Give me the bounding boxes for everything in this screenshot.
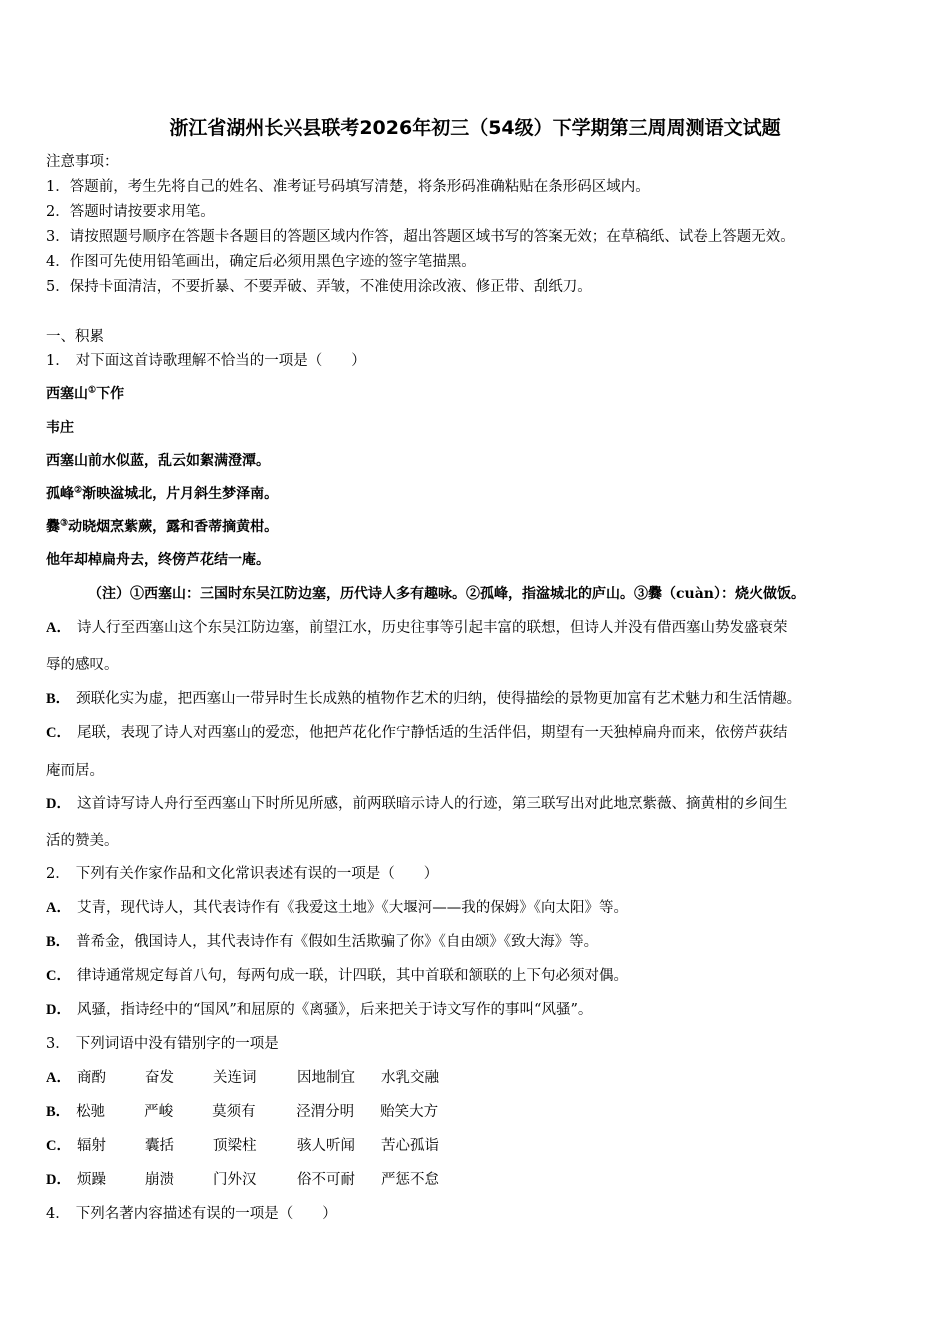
poem-text: 渐映湓城北，片月斜生梦泽南。 [82,486,279,502]
section-heading: 一、积累 [46,329,104,345]
notice-item: 4．作图可先使用铅笔画出，确定后必须用黑色字迹的签字笔描黑。 [46,254,476,270]
option-label: B． [46,1104,71,1120]
poem-text: 爨 [46,519,60,535]
option-d [46,1170,465,1190]
option-d [46,794,787,814]
option-c [46,966,628,986]
word-item: 囊括 [144,1138,174,1154]
question-text: 下列名著内容描述有误的一项是（ ） [75,1206,337,1222]
word-item: 辐射 [76,1138,106,1154]
poem-note: （注）①西塞山：三国时东吴江防边塞，历代诗人多有趣咏。②孤峰，指湓城北的庐山。③爨（cuàn）：烧火做饭。 [88,586,805,602]
option-text: 风骚，指诗经中的“国风”和屈原的《离骚》，后来把关于诗文写作的事叫“风骚”。 [76,1002,593,1018]
word-item: 顶梁柱 [212,1138,257,1154]
word-item: 烦躁 [76,1172,106,1188]
word-item: 门外汉 [212,1172,257,1188]
question-number: 2． [46,866,70,882]
word-item: 莫须有 [212,1104,256,1120]
poem-text: 孤峰 [46,486,74,502]
option-d [46,1000,592,1020]
word-item: 奋发 [144,1070,174,1086]
word-item: 贻笑大方 [380,1104,439,1120]
option-text: 这首诗写诗人舟行至西塞山下时所见所感，前两联暗示诗人的行迹，第三联写出对此地烹紫薇、摘黄柑的乡间生 [76,796,788,812]
notice-item: 5．保持卡面清洁，不要折暴、不要弄破、弄皱，不准使用涂改液、修正带、刮纸刀。 [46,279,592,295]
option-label: A． [46,1070,71,1086]
option-b [46,689,801,709]
footnote-mark: ② [74,485,83,496]
word-item: 商酌 [76,1070,106,1086]
footnote-mark: ③ [60,518,69,529]
notice-item: 1．答题前，考生先将自己的姓名、准考证号码填写清楚，将条形码准确粘贴在条形码区域内。 [46,179,650,195]
option-text: 律诗通常规定每首八句，每两句成一联，计四联，其中首联和颔联的上下句必须对偶。 [76,968,628,984]
word-item: 严惩不怠 [380,1172,439,1188]
option-label: A． [46,900,71,916]
word-item: 骇人听闻 [296,1138,355,1154]
page-title: 浙江省湖州长兴县联考2026年初三（54级）下学期第三周周测语文试题 [169,117,781,139]
poem-line [46,484,278,504]
question-text: 下列词语中没有错别字的一项是 [75,1036,279,1052]
option-label: D． [46,796,71,812]
poem-title [46,384,124,404]
notice-item: 3．请按照题号顺序在答题卡各题目的答题区域内作答，超出答题区域书写的答案无效；在草稿纸、试卷上答题无效。 [46,229,795,245]
question-text: 下列有关作家作品和文化常识表述有误的一项是（ ） [75,866,439,882]
poem-line [46,517,278,537]
option-label: C． [46,1138,71,1154]
word-item: 水乳交融 [380,1070,439,1086]
option-text: 尾联，表现了诗人对西塞山的爱恋，他把芦花化作宁静恬适的生活伴侣，期望有一天独棹扁舟而来，依傍芦荻结 [76,725,788,741]
question-text: 对下面这首诗歌理解不恰当的一项是（ ） [75,353,366,369]
question-number: 1． [46,353,70,369]
poem-title-text: 西塞山 [46,386,88,402]
option-a [46,618,787,638]
option-b [46,1102,464,1122]
option-text: 艾青，现代诗人，其代表诗作有《我爱这土地》《大堰河——我的保姆》《向太阳》等。 [76,900,628,916]
word-item: 泾渭分明 [296,1104,355,1120]
question-2-stem [46,864,438,884]
word-item: 关连词 [212,1070,257,1086]
word-item: 因地制宜 [296,1070,355,1086]
option-c [46,723,787,743]
option-d-continued: 活的赞美。 [46,833,119,849]
option-text: 普希金，俄国诗人，其代表诗作有《假如生活欺骗了你》《自由颂》《致大海》等。 [76,934,599,950]
option-a-continued: 辱的感叹。 [46,657,119,673]
option-c [46,1136,465,1156]
option-label: B． [46,691,71,707]
option-label: A． [46,620,71,636]
footnote-mark: ① [88,385,97,396]
poem-text: 动晓烟烹紫蕨，露和香蒂摘黄柑。 [68,519,279,535]
question-4-stem [46,1204,337,1224]
question-number: 4． [46,1206,70,1222]
notice-heading: 注意事项： [46,154,119,170]
option-label: D． [46,1172,71,1188]
poem-line: 他年却棹扁舟去，终傍芦花结一庵。 [46,552,270,568]
option-b [46,932,598,952]
option-text: 颈联化实为虚，把西塞山一带异时生长成熟的植物作艺术的归纳，使得描绘的景物更加富有艺术魅力和生活情趣。 [76,691,802,707]
option-label: C． [46,725,71,741]
poem-author: 韦庄 [46,420,74,436]
option-label: B． [46,934,71,950]
option-a [46,898,628,918]
option-c-continued: 庵而居。 [46,763,104,779]
word-item: 严峻 [144,1104,174,1120]
word-item: 俗不可耐 [296,1172,355,1188]
word-item: 苦心孤诣 [380,1138,439,1154]
poem-line: 西塞山前水似蓝，乱云如絮满澄潭。 [46,453,270,469]
option-label: C． [46,968,71,984]
word-item: 松驰 [76,1104,106,1120]
option-label: D． [46,1002,71,1018]
notice-item: 2．答题时请按要求用笔。 [46,204,215,220]
question-1-stem [46,351,366,371]
option-a [46,1068,465,1088]
poem-title-suffix: 下作 [96,386,125,402]
question-3-stem [46,1034,279,1054]
question-number: 3． [46,1036,70,1052]
option-text: 诗人行至西塞山这个东吴江防边塞，前望江水，历史往事等引起丰富的联想，但诗人并没有借西塞山势发盛衰荣 [76,620,788,636]
word-item: 崩溃 [144,1172,174,1188]
